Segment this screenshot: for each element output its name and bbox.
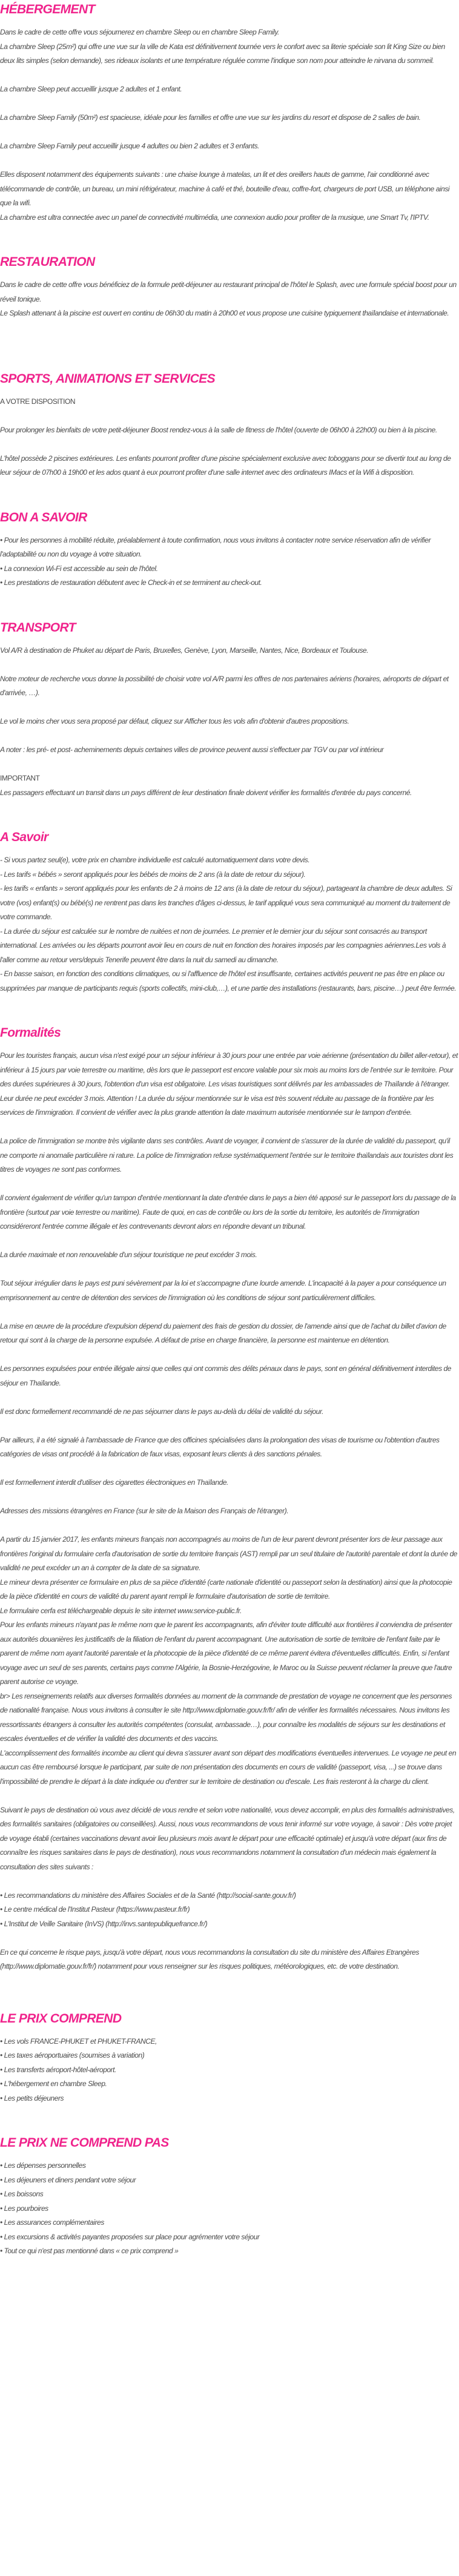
paragraph: Pour les touristes français, aucun visa n'est exigé pour un séjour inférieur à 30 jours pour une entrée par voie aérienne (présentation du billet aller-retour), et inférieur à 15 jours par voie terrestre ou maritime, dès lors que le passeport est encore valable pour six mois au moins lors de l'entrée sur le territoire. Pour des durées supérieures à 30 jours, l'obtention d'un visa est obligatoire. Les visas touristiques sont délivrés par les ambassades de Thaïlande à l'étranger. Leur durée ne peut excéder 3 mois. Attention ! La durée du séjour mentionnée sur le visa est très souvent réduite au passage de la frontière par les services de l'immigration. Il convient de vérifier avec la plus grande attention la date maximum autorisée mentionnée sur le tampon d'entrée.: [0, 1051, 458, 1117]
list-item: • Les taxes aéroportuaires (soumises à variation): [0, 2049, 459, 2063]
section-a-savoir: [0, 828, 459, 996]
paragraph: br> Les renseignements relatifs aux diverses formalités données au moment de la commande de prestation de voyage ne concernent que les personnes de nationalité française. Nous vous invitons à consulter le site http://www.diplomatie.gouv.fr/fr/ afin de vérifier les formalités nécessaires. Nous invitons les ressortissants étrangers à consulter les autorités compétentes (consulat, ambassade…), pour connaître les modalités de séjours sur les destinations et escales éventuelles et de vérifier la validité des documents et des vaccins.: [0, 1691, 452, 1743]
list-item: - En basse saison, en fonction des conditions climatiques, ou si l'affluence de l'hôtel est insuffisante, certaines activités peuvent ne pas être en place ou supprimées par manque de participants requis (sports collectifs, mini-club,…), et une partie des installations (restaurants, bars, piscine…) peut être fermée.: [0, 969, 457, 992]
paragraph: Dans le cadre de cette offre vous bénéficiez de la formule petit-déjeuner au restaurant principal de l'hôtel le Splash, avec une formule spécial boost pour un réveil tonique.: [0, 280, 457, 303]
section-title-transport: TRANSPORT: [0, 620, 76, 635]
paragraph: En ce qui concerne le risque pays, jusqu'à votre départ, nous vous recommandons la consultation du site du ministère des Affaires Etrangères (http://www.diplomatie.gouv.fr/fr/) notamment pour vous renseigner sur les risques politiques, météorologiques, etc. de votre destination.: [0, 1947, 419, 1970]
paragraph: Pour prolonger les bienfaits de votre petit-déjeuner Boost rendez-vous à la salle de fitness de l'hôtel (ouverte de 06h00 à 22h00) ou bien à la piscine.: [0, 425, 437, 434]
paragraph: Elles disposent notamment des équipements suivants : une chaise lounge à matelas, un lit et des oreillers hauts de gamme, l'air conditionné avec télécommande de contrôle, un bureau, un mini réfrigérateur, machine à café et thé, bouteille d'eau, coffre-fort, chargeurs de port USB, un téléphone ainsi que la wifi.: [0, 170, 450, 207]
paragraph: Vol A/R à destination de Phuket au départ de Paris, Bruxelles, Genève, Lyon, Marseille, Nantes, Nice, Bordeaux et Toulouse.: [0, 646, 369, 655]
list-item: • La connexion Wi-Fi est accessible au sein de l'hôtel.: [0, 562, 459, 576]
paragraph: Le vol le moins cher vous sera proposé par défaut, cliquez sur Afficher tous les vols afin d'obtenir d'autres propositions.: [0, 717, 349, 725]
list-item: • Pour les personnes à mobilité réduite, préalablement à toute confirmation, nous vous invitons à contacter notre service réservation afin de vérifier l'adaptabilité ou non du voyage à votre situation.: [0, 533, 459, 562]
list-item: • Les déjeuners et diners pendant votre séjour: [0, 2173, 459, 2188]
paragraph: Le formulaire cerfa est téléchargeable depuis le site internet www.service-public.fr.: [0, 1606, 242, 1615]
list-item: • Les vols FRANCE-PHUKET et PHUKET-FRANCE,: [0, 2035, 459, 2049]
paragraph: Dans le cadre de cette offre vous séjournerez en chambre Sleep ou en chambre Sleep Family.: [0, 28, 279, 36]
list-item: - La durée du séjour est calculée sur le nombre de nuitées et non de journées. Le premier et le dernier jour du séjour sont consacrés au transport international. Les arrivées ou les départs pourront avoir lieu en cours de nuit en fonction des horaires imposés par les compagnies aériennes.Les vols à l'aller comme au retour vers/depuis Tenerife peuvent être dans la nuit du samedi au dimanche.: [0, 926, 446, 964]
list-item: • Les boissons: [0, 2187, 459, 2202]
section-title-hebergement: HÉBERGEMENT: [0, 2, 95, 16]
section-title-bon-a-savoir: BON A SAVOIR: [0, 510, 87, 524]
section-restauration: [0, 253, 459, 321]
health-link-item[interactable]: • Les recommandations du ministère des Affaires Sociales et de la Santé (http://social-sante.gouv.fr/): [0, 1889, 459, 1903]
section-title-a-savoir: A Savoir: [0, 830, 48, 844]
paragraph: A partir du 15 janvier 2017, les enfants mineurs français non accompagnés au moins de l'un de leur parent devront présenter lors de leur passage aux frontières l'original du formulaire cerfa d'autorisation de sortie du territoire français (AST) rempli par un seul titulaire de l'autorité parentale et dont la durée de validité ne peut excéder un an à compter de la date de sa signature.: [0, 1535, 458, 1572]
paragraph: La chambre Sleep Family peut accueillir jusque 4 adultes ou bien 2 adultes et 3 enfants.: [0, 142, 260, 150]
section-subtitle: A VOTRE DISPOSITION: [0, 397, 76, 406]
paragraph: Tout séjour irrégulier dans le pays est puni sévèrement par la loi et s'accompagne d'une lourde amende. L'incapacité à la payer a pour conséquence un emprisonnement au centre de détention des services de l'immigration où les conditions de séjour sont particulièrement difficiles.: [0, 1279, 446, 1302]
list-item: • Les excursions & activités payantes proposées sur place pour agrémenter votre séjour: [0, 2230, 459, 2245]
list-item: • Les dépenses personnelles: [0, 2159, 459, 2173]
paragraph: Notre moteur de recherche vous donne la possibilité de choisir votre vol A/R parmi les offres de nos partenaires aériens (horaires, aéroports de départ et d'arrivée, …).: [0, 674, 449, 697]
section-transport: [0, 618, 459, 801]
list-item: • Les prestations de restauration débutent avec le Check-in et se terminent au check-out.: [0, 576, 459, 590]
list-item: • Les assurances complémentaires: [0, 2216, 459, 2230]
section-prix-ne-comprend-pas: [0, 2133, 459, 2259]
section-title-sports: SPORTS, ANIMATIONS ET SERVICES: [0, 371, 215, 386]
list-item: • Tout ce qui n'est pas mentionné dans « ce prix comprend »: [0, 2244, 459, 2259]
health-link-item[interactable]: • Le centre médical de l'Institut Pasteur (https://www.pasteur.fr/fr): [0, 1903, 459, 1917]
list-item: • Les petits déjeuners: [0, 2092, 459, 2106]
paragraph: L'accomplissement des formalités incombe au client qui devra s'assurer avant son départ des modifications éventuelles intervenues. Le voyage ne peut en aucun cas être remboursé lorsque le participant, par suite de non présentation des documents en cours de validité (passeport, visa, ...) se trouve dans l'impossibilité de prendre le départ à la date indiquée ou d'entrer sur le territoire de destination ou d'escale. Les frais resteront à la charge du client.: [0, 1748, 457, 1786]
list-item: • Les pourboires: [0, 2202, 459, 2216]
paragraph: La chambre est ultra connectée avec un panel de connectivité multimédia, une connexion audio pour profiter de la musique, une Smart Tv, l'IPTV.: [0, 213, 429, 222]
section-sports: [0, 369, 459, 480]
health-link-item[interactable]: • L'Institut de Veille Sanitaire (InVS) (http://invs.santepubliquefrance.fr/): [0, 1917, 459, 1932]
section-title-restauration: RESTAURATION: [0, 255, 95, 269]
section-prix-comprend: [0, 2009, 459, 2106]
list-item: • L'hébergement en chambre Sleep.: [0, 2077, 459, 2092]
list-item: • Les transferts aéroport-hôtel-aéroport.: [0, 2063, 459, 2078]
section-hebergement: [0, 0, 459, 225]
paragraph: La durée maximale et non renouvelable d'un séjour touristique ne peut excéder 3 mois.: [0, 1250, 257, 1259]
paragraph: La police de l'immigration se montre très vigilante dans ses contrôles. Avant de voyager, il convient de s'assurer de la durée de validité du passeport, qu'il ne comporte ni anomalie particulière ni rature. La police de l'immigration refuse systématiquement l'entrée sur le territoire thaïlandais aux touristes dont les titres de voyages ne sont pas conformes.: [0, 1137, 454, 1174]
section-formalites: [0, 1023, 459, 1974]
paragraph: Pour les enfants mineurs n'ayant pas le même nom que le parent les accompagnants, afin d'éviter toute difficulté aux frontières il conviendra de présenter aux autorités douanières les justificatifs de la filiation de l'enfant du parent accompagnant. Une autorisation de sortie de territoire de l'enfant faite par le parent de même nom ayant l'autorité parentale et la photocopie de la pièce d'identité de ce même parent évitera d'éventuelles difficultés. Enfin, si l'enfant voyage avec un seul de ses parents, certains pays comme l'Algérie, la Bosnie-Herzégovine, le Maroc ou la Suisse peuvent réclamer la preuve que l'autre parent autorise ce voyage.: [0, 1620, 452, 1686]
important-label: IMPORTANT: [0, 774, 40, 782]
section-title-formalites: Formalités: [0, 1026, 61, 1040]
paragraph: La mise en œuvre de la procédure d'expulsion dépend du paiement des frais de gestion du dossier, de l'amende ainsi que de l'achat du billet d'avion de retour qui sont à la charge de la personne expulsée. A défaut de prise en charge financière, la personne est maintenue en détention.: [0, 1321, 446, 1344]
section-title-prix-ne-comprend-pas: LE PRIX NE COMPREND PAS: [0, 2136, 169, 2150]
list-item: - Les tarifs « bébés » seront appliqués pour les bébés de moins de 2 ans (à la date de retour du séjour).: [0, 870, 306, 879]
section-title-prix-comprend: LE PRIX COMPREND: [0, 2011, 122, 2026]
paragraph: La chambre Sleep peut accueillir jusque 2 adultes et 1 enfant.: [0, 85, 182, 93]
paragraph: Le mineur devra présenter ce formulaire en plus de sa pièce d'identité (carte nationale d'identité ou passeport selon la destination) ainsi que la photocopie de la pièce d'identité en cours de validité du parent ayant rempli le formulaire d'autorisation de sortie de territoire.: [0, 1577, 452, 1600]
paragraph: La chambre Sleep Family (50m²) est spacieuse, idéale pour les familles et offre une vue sur les jardins du resort et dispose de 2 salles de bain.: [0, 113, 421, 122]
paragraph: Adresses des missions étrangères en France (sur le site de la Maison des Français de l'étranger).: [0, 1507, 289, 1515]
section-bon-a-savoir: [0, 508, 459, 590]
paragraph: A noter : les pré- et post- acheminements depuis certaines villes de province peuvent aussi s'effectuer par TGV ou par vol intérieur: [0, 745, 384, 754]
paragraph: Il convient également de vérifier qu'un tampon d'entrée mentionnant la date d'entrée dans le pays a bien été apposé sur le passeport lors du passage de la frontière (surtout par voie terrestre ou maritime). Faute de quoi, en cas de contrôle ou lors de la sortie du territoire, les autorités de l'immigration considéreront l'entrée comme illégale et les contrevenants devront alors en répondre devant un tribunal.: [0, 1194, 456, 1230]
paragraph: La chambre Sleep (25m²) qui offre une vue sur la ville de Kata est définitivement tournée vers le confort avec sa literie spéciale son lit King Size ou bien deux lits simples (selon demande), ses rideaux isolants et une température régulée comme l'indique son nom pour atteindre le nirvana du sommeil.: [0, 42, 445, 65]
paragraph: Suivant le pays de destination où vous avez décidé de vous rendre et selon votre nationalité, vous devez accomplir, en plus des formalités administratives, des formalités sanitaires (obligatoires ou conseillées). Aussi, nous vous recommandons de vous tenir informé sur votre voyage, à savoir : Dès votre projet de voyage établi (certaines vaccinations devant avoir lieu plusieurs mois avant le départ pour une efficacité optimale) et jusqu'à votre départ (aux fins de connaître les risques sanitaires dans le pays de destination), nous vous recommandons notamment la consultation d'un médecin mais également la consultation des sites suivants :: [0, 1805, 455, 1871]
paragraph: Par ailleurs, il a été signalé à l'ambassade de France que des officines spécialisées dans la prolongation des visas de tourisme ou l'obtention d'autres catégories de visas ont procédé à la fabrication de faux visas, exposant leurs clients à des sanctions pénales.: [0, 1435, 440, 1458]
paragraph: Les passagers effectuant un transit dans un pays différent de leur destination finale doivent vérifier les formalités d'entrée du pays concerné.: [0, 788, 412, 797]
list-item: - les tarifs « enfants » seront appliqués pour les enfants de 2 à moins de 12 ans (à la date de retour du séjour), partageant la chambre de deux adultes. Si votre (vos) enfant(s) ou bébé(s) ne rentrent pas dans les tranches d'âges ci-dessus, le tarif appliqué vous sera communiqué au moment du traitement de votre commande.: [0, 884, 452, 921]
paragraph: Les personnes expulsées pour entrée illégale ainsi que celles qui ont commis des délits pénaux dans le pays, sont en général définitivement interdites de séjour en Thaïlande.: [0, 1364, 451, 1387]
paragraph: L'hôtel possède 2 piscines extérieures. Les enfants pourront profiter d'une piscine spécialement exclusive avec toboggans pour se divertir tout au long de leur séjour de 07h00 à 19h00 et les ados quant à eux pourront profiter d'une salle internet avec des ordinateurs IMacs et la Wifi à disposition.: [0, 454, 451, 477]
paragraph: Le Splash attenant à la piscine est ouvert en continu de 06h30 du matin à 20h00 et vous propose une cuisine typiquement thaïlandaise et internationale.: [0, 309, 449, 317]
paragraph: Il est formellement interdit d'utiliser des cigarettes électroniques en Thaïlande.: [0, 1478, 228, 1487]
paragraph: Il est donc formellement recommandé de ne pas séjourner dans le pays au-delà du délai de validité du séjour.: [0, 1407, 323, 1416]
list-item: - Si vous partez seul(e), votre prix en chambre individuelle est calculé automatiquement dans votre devis.: [0, 856, 310, 864]
